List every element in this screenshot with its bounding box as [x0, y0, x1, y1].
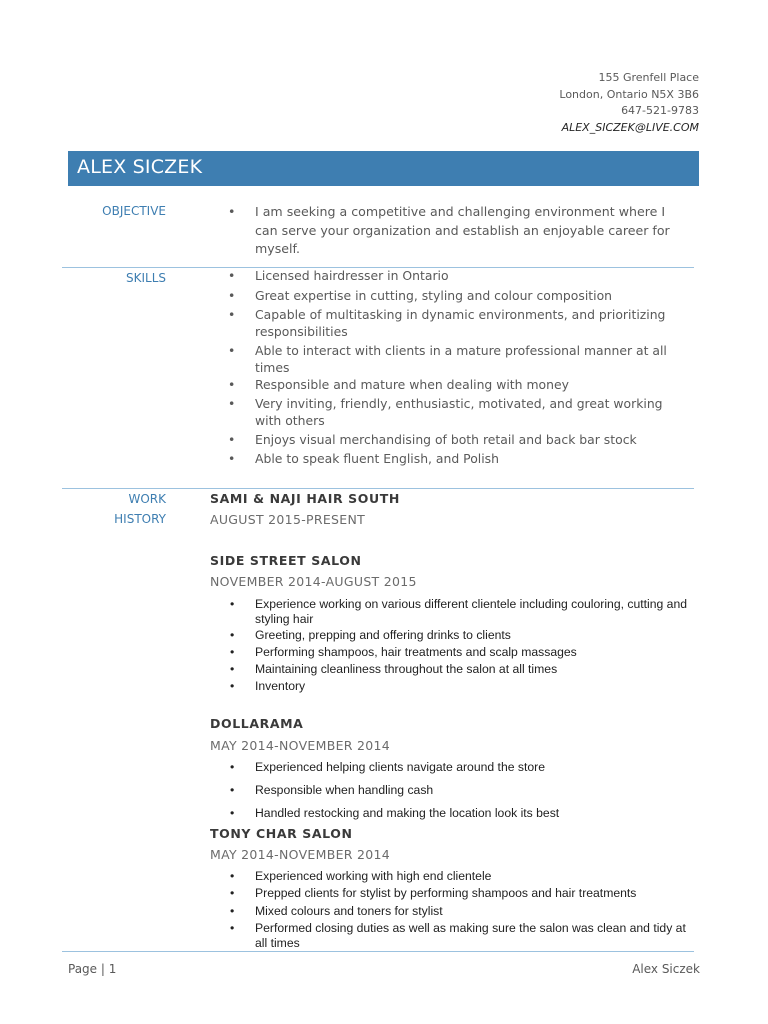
company-name: SAMI & NAJI HAIR SOUTH: [210, 491, 400, 506]
bullet: •: [230, 869, 235, 883]
skill-text: Licensed hairdresser in Ontario: [255, 268, 449, 283]
bullet: •: [228, 288, 236, 303]
skill-text: Great expertise in cutting, styling and colour composition: [255, 288, 613, 303]
name-banner: [68, 151, 699, 186]
address-line-1: 155 Grenfell Place: [598, 71, 699, 84]
skill-text: Very inviting, friendly, enthusiastic, motivated, and great working with others: [255, 396, 663, 428]
bullet: •: [228, 396, 236, 411]
page-number: Page | 1: [68, 962, 117, 976]
duty-text: Performing shampoos, hair treatments and scalp massages: [255, 645, 577, 659]
objective-text: I am seeking a competitive and challenging environment where I can serve your organization and establish an enjoyable career for myself.: [255, 204, 670, 256]
email-address: ALEX_SICZEK@LIVE.COM: [561, 120, 699, 134]
work-label-line-1: WORK: [128, 492, 166, 506]
bullet: •: [230, 921, 235, 935]
duty-text: Prepped clients for stylist by performing shampoos and hair treatments: [255, 886, 637, 900]
bullet: •: [230, 662, 235, 676]
skill-text: Able to interact with clients in a mature professional manner at all times: [255, 343, 667, 375]
bullet: •: [230, 760, 235, 774]
employment-dates: MAY 2014-NOVEMBER 2014: [210, 847, 391, 862]
bullet: •: [230, 904, 235, 918]
employment-dates: NOVEMBER 2014-AUGUST 2015: [210, 574, 417, 589]
bullet: •: [230, 645, 235, 659]
duty-text: Handled restocking and making the location look its best: [255, 806, 560, 820]
company-name: TONY CHAR SALON: [210, 826, 353, 841]
contact-block: [559, 70, 699, 136]
duty-text: Greeting, prepping and offering drinks to clients: [255, 628, 511, 642]
work-history-label: [61, 489, 166, 529]
skill-text: Capable of multitasking in dynamic environments, and prioritizing responsibilities: [255, 307, 666, 339]
address-line-2: London, Ontario N5X 3B6: [559, 87, 699, 101]
bullet: •: [228, 204, 236, 219]
bullet: •: [228, 451, 236, 466]
phone-number: 647-521-9783: [621, 104, 699, 117]
bullet: •: [230, 886, 235, 900]
duty-text: Experienced helping clients navigate around the store: [255, 760, 545, 774]
bullet: •: [228, 432, 236, 447]
work-label-line-2: HISTORY: [114, 512, 166, 526]
duty-text: Mixed colours and toners for stylist: [255, 904, 443, 918]
objective-label: OBJECTIVE: [102, 204, 166, 218]
employment-dates: AUGUST 2015-PRESENT: [210, 512, 366, 527]
candidate-name: ALEX SICZEK: [77, 156, 203, 178]
bullet: •: [230, 783, 235, 797]
skill-text: Able to speak fluent English, and Polish: [255, 451, 499, 466]
bullet: •: [230, 806, 235, 820]
bullet: •: [230, 628, 235, 642]
bullet: •: [228, 268, 236, 283]
duty-text: Experience working on various different clientele including couloring, cutting and styling hair: [255, 597, 688, 626]
skills-label: SKILLS: [125, 271, 166, 285]
bullet: •: [228, 343, 236, 358]
bullet: •: [228, 307, 236, 322]
bullet: •: [228, 377, 236, 392]
bullet: •: [230, 679, 235, 693]
skill-text: Enjoys visual merchandising of both retail and back bar stock: [255, 432, 637, 447]
duty-text: Responsible when handling cash: [255, 783, 434, 797]
duty-text: Performed closing duties as well as making sure the salon was clean and tidy at all times: [255, 921, 686, 950]
skill-text: Responsible and mature when dealing with money: [255, 377, 569, 392]
company-name: DOLLARAMA: [210, 716, 304, 731]
bullet: •: [230, 597, 235, 611]
employment-dates: MAY 2014-NOVEMBER 2014: [210, 738, 391, 753]
duty-text: Inventory: [255, 679, 306, 693]
footer-divider: [62, 951, 694, 952]
footer-name: Alex Siczek: [632, 962, 700, 976]
duty-text: Maintaining cleanliness throughout the salon at all times: [255, 662, 558, 676]
company-name: SIDE STREET SALON: [210, 553, 362, 568]
duty-text: Experienced working with high end clientele: [255, 869, 492, 883]
